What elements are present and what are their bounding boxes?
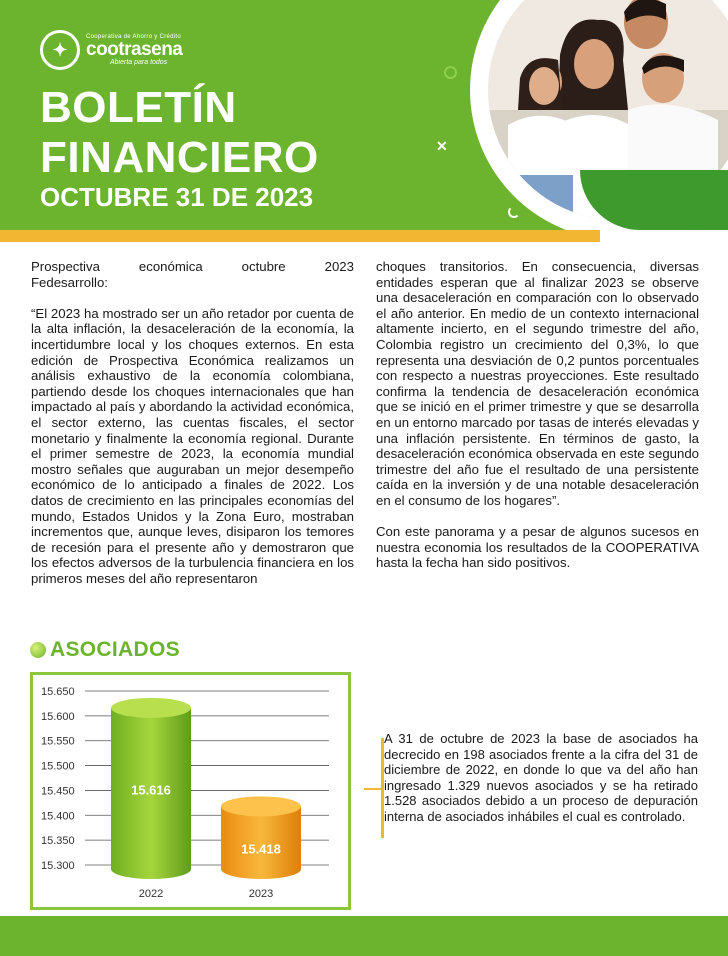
article-right-paragraph: choques transitorios. En consecuencia, diversas entidades esperan que al finalizar 2023 se observe una desaceleración en comparación con lo observado el año anterior. En medio de un contexto internacional altamente incierto, en el segundo trimestre del año, Colombia registro un crecimiento del 0,3%, lo que representa una desviación de 0,2 puntos porcentuales con respecto a nuestras proyecciones. Este resultado confirma la tendencia de desaceleración económica que se inició en el primer trimestre y que se desarrolla en un entorno marcado por tasas de interés elevadas y una inflación persistente. En términos de gasto, la desaceleración económica observada en este segundo trimestre del año fue el resultado de una persistente caída en la inversión y de una notable desaceleración en el consumo de los hogares”. xyxy=(376,259,699,508)
article-left-column xyxy=(31,259,354,586)
y-tick-label: 15.450 xyxy=(41,785,75,798)
decorative-ring-icon xyxy=(444,66,457,79)
intro-word-1: Prospectiva xyxy=(31,259,100,274)
article-source: Fedesarrollo: xyxy=(31,274,108,290)
logo-text xyxy=(86,34,182,66)
header-yellow-band xyxy=(0,230,600,242)
header-banner xyxy=(0,0,728,230)
page-subtitle: OCTUBRE 31 DE 2023 xyxy=(40,182,314,212)
y-tick-label: 15.350 xyxy=(41,835,75,848)
article-intro-line xyxy=(31,259,354,275)
bar-base-2022 xyxy=(111,859,191,879)
x-tick-label: 2022 xyxy=(138,888,164,900)
y-tick-label: 15.500 xyxy=(41,760,75,773)
section-heading xyxy=(30,638,180,662)
y-tick-label: 15.650 xyxy=(41,686,75,698)
data-label: 15.418 xyxy=(241,841,281,857)
logo-top-text: Cooperativa de Ahorro y Crédito xyxy=(86,34,182,40)
logo-name: cootrasena xyxy=(86,39,183,60)
bar-top-2023 xyxy=(221,796,301,816)
section-title: ASOCIADOS xyxy=(50,638,180,661)
page-title-line2: FINANCIERO xyxy=(40,133,319,182)
bullet-dot-icon xyxy=(30,642,46,658)
y-tick-label: 15.550 xyxy=(41,735,75,748)
intro-word-3: octubre xyxy=(241,259,286,274)
article-right-column xyxy=(376,259,699,571)
bar-base-2023 xyxy=(221,859,301,879)
y-tick-label: 15.300 xyxy=(41,860,75,872)
brand-logo xyxy=(40,30,182,70)
note-accent-tick xyxy=(364,788,381,790)
intro-word-2: económica xyxy=(138,259,203,274)
bar-top-2022 xyxy=(111,698,191,718)
intro-word-4: 2023 xyxy=(324,259,354,274)
logo-figure-icon: ✦ xyxy=(40,30,80,70)
article-closing-paragraph: Con este panorama y a pesar de algunos sucesos en nuestra economia los resultados de la COOPERATIVA hasta la fecha han sido positivos. xyxy=(376,524,699,571)
associates-note: A 31 de octubre de 2023 la base de asociados ha decrecido en 198 asociados frente a la cifra del 31 de diciembre de 2022, en donde lo que va del año han ingresado 1.329 nuevos asociados y se ha retirado 1.528 asociados debido a un proceso de depuración interna de asociados inhábiles el cual es controlado. xyxy=(384,731,698,824)
article-left-paragraph: “El 2023 ha mostrado ser un año retador por cuenta de la alta inflación, la desaceleración de la economía, la incertidumbre local y los choques externos. En esta edición de Prospectiva Económica realizamos un análisis exhaustivo de la economía colombiana, partiendo desde los choques internacionales que han impactado al país y abordando la actividad económica, el sector externo, las cuentas fiscales, el sector monetario y finalmente la economía regional. Durante el primer semestre de 2023, la economía mundial mostro señales que auguraban un mejor desempeño económico de lo anticipado a finales de 2022. Los datos de crecimiento en las principales economías del mundo, Estados Unidos y la Zona Euro, mostraban incrementos que, aunque leves, disiparon los temores de recesión para el presente año y demostraron que los efectos adversos de la turbulencia financiera en los primeros meses del año representaron xyxy=(31,305,354,586)
decorative-cross-icon: ✕ xyxy=(436,138,448,154)
data-label: 15.616 xyxy=(131,782,171,798)
decorative-arc-icon xyxy=(508,206,520,218)
associates-chart xyxy=(30,672,351,910)
y-tick-label: 15.600 xyxy=(41,710,75,723)
x-tick-label: 2023 xyxy=(248,888,274,900)
page-title-line1: BOLETÍN xyxy=(40,83,237,132)
logo-tagline: Abierta para todos xyxy=(110,59,168,66)
y-tick-label: 15.400 xyxy=(41,810,75,823)
footer-band xyxy=(0,916,728,956)
bar-chart xyxy=(33,675,348,907)
